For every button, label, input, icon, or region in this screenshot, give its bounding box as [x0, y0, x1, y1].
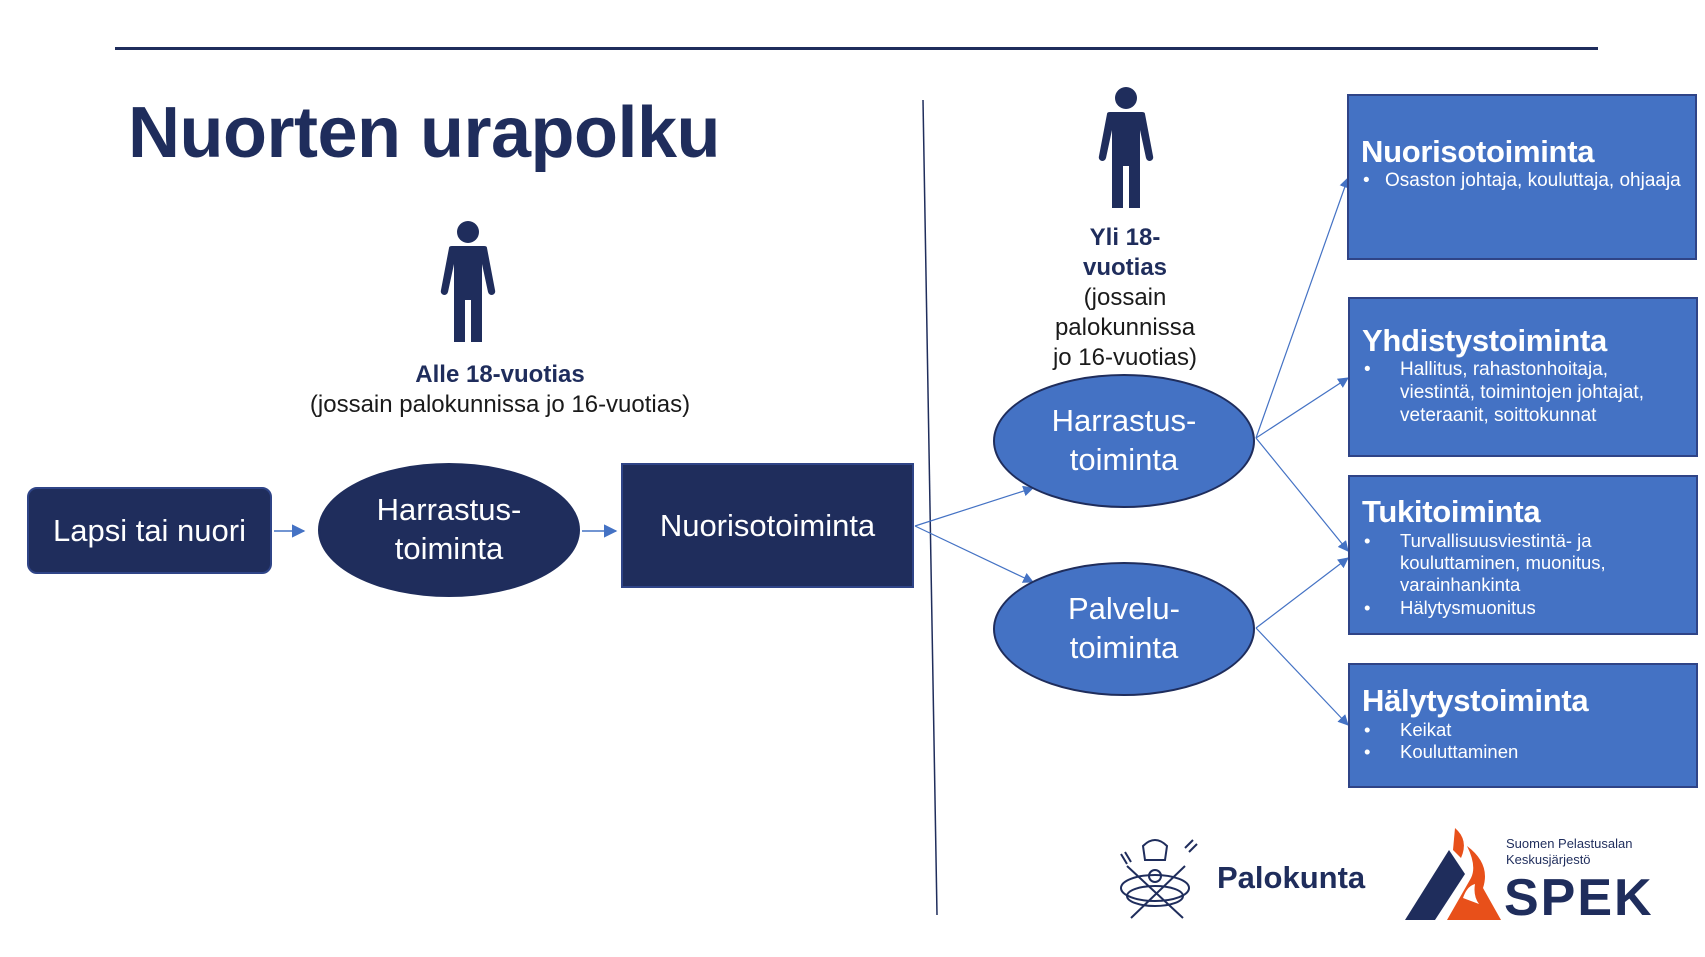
label-under-18-note: (jossain palokunnissa jo 16-vuotias) — [309, 391, 691, 418]
node-service-line2: toiminta — [1069, 630, 1179, 665]
box-tukitoiminta-item: • Hälytysmuonitus — [1362, 597, 1684, 619]
label-over-18-note-1: (jossain — [1083, 284, 1167, 311]
label-under-18 — [295, 360, 705, 420]
arrow-youth-to-hobby2 — [915, 488, 1033, 526]
label-over-18 — [1025, 223, 1225, 373]
node-hobby-right-line2: toiminta — [1069, 442, 1179, 477]
arrow-hobby2-to-nuoriso — [1256, 178, 1348, 438]
node-hobby-activity-left — [318, 463, 580, 597]
arrow-service-to-tuki — [1256, 558, 1348, 628]
box-yhdistystoiminta-title: Yhdistystoiminta — [1362, 323, 1607, 358]
person-icon-under-18 — [432, 220, 504, 344]
page-title: Nuorten urapolku — [128, 93, 721, 173]
label-over-18-note-3: jo 16-vuotias) — [1052, 344, 1198, 371]
node-hobby-activity-right — [993, 374, 1255, 508]
palokunta-text: Palokunta — [1217, 860, 1366, 895]
node-service-activity — [993, 562, 1255, 696]
node-hobby-right-line1: Harrastus- — [1051, 403, 1197, 439]
node-hobby-left-line1: Harrastus- — [376, 492, 522, 528]
arrow-service-to-haly — [1256, 628, 1348, 725]
box-yhdistystoiminta-item: • Hallitus, rahastonhoitaja, viestintä, toimintojen johtajat, veteraanit, soittokunnat — [1362, 359, 1684, 427]
box-halytystoiminta-item: • Keikat — [1362, 719, 1684, 741]
label-over-18-note-2: palokunnissa — [1054, 314, 1196, 341]
arrow-youth-to-service — [915, 526, 1033, 582]
palokunta-logo — [1113, 826, 1373, 926]
box-yhdistystoiminta — [1348, 297, 1698, 457]
box-tukitoiminta-item: • Turvallisuusviestintä- ja kouluttaminen, muonitus, varainhankinta — [1362, 530, 1684, 597]
node-service-line1: Palvelu- — [1068, 591, 1180, 627]
box-nuorisotoiminta — [1347, 94, 1697, 260]
box-halytystoiminta — [1348, 663, 1698, 788]
spek-logo — [1405, 828, 1655, 928]
box-tukitoiminta — [1348, 475, 1698, 635]
arrow-hobby2-to-yhdistys — [1256, 378, 1348, 438]
label-under-18-bold: Alle 18-vuotias — [415, 361, 585, 388]
spek-text: SPEK — [1504, 869, 1654, 927]
section-divider — [923, 100, 937, 915]
box-tukitoiminta-title: Tukitoiminta — [1362, 494, 1541, 529]
box-halytystoiminta-item: • Kouluttaminen — [1362, 741, 1684, 763]
box-nuorisotoiminta-item: • Osaston johtaja, kouluttaja, ohjaaja — [1361, 170, 1683, 193]
node-hobby-left-line2: toiminta — [394, 531, 504, 566]
spek-subtitle-1: Suomen Pelastusalan — [1506, 836, 1633, 851]
person-icon-over-18 — [1090, 86, 1162, 210]
spek-subtitle-2: Keskusjärjestö — [1506, 852, 1591, 867]
arrow-hobby2-to-tuki — [1256, 438, 1348, 551]
label-over-18-bold-1: Yli 18- — [1089, 224, 1161, 251]
node-child-or-youth: Lapsi tai nuori — [27, 487, 272, 574]
box-nuorisotoiminta-title: Nuorisotoiminta — [1361, 134, 1595, 169]
node-youth-activity: Nuorisotoiminta — [621, 463, 914, 588]
label-over-18-bold-2: vuotias — [1082, 254, 1168, 281]
spek-flame-icon — [1405, 828, 1515, 924]
palokunta-emblem-icon — [1113, 826, 1213, 926]
box-halytystoiminta-title: Hälytystoiminta — [1362, 683, 1589, 718]
